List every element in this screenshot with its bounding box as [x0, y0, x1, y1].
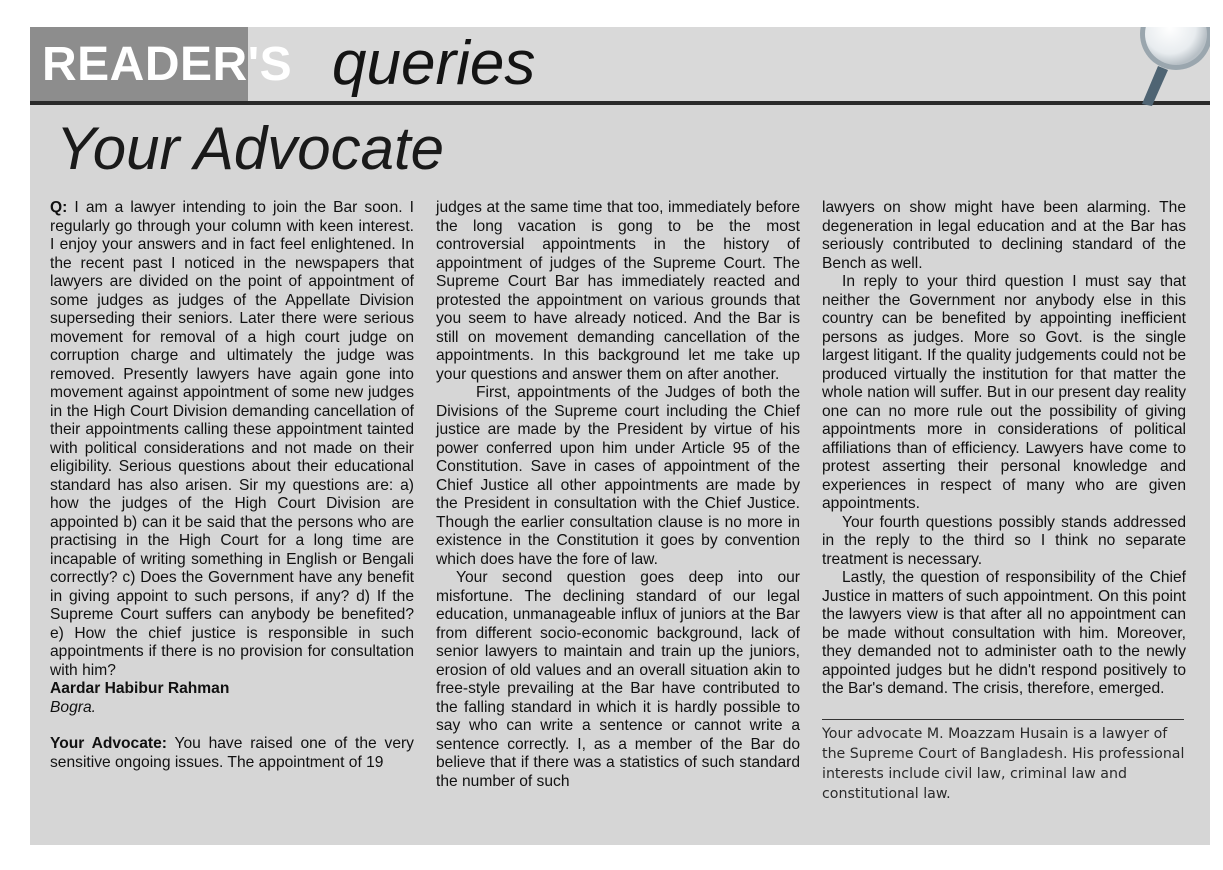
- question-location: Bogra.: [50, 698, 96, 716]
- article-page: [30, 27, 1210, 845]
- question-text: I am a lawyer intending to join the Bar soon. I regularly go through your column with keen interest. I enjoy your answers and in fact feel enlightened. In the recent past I noticed in the newspapers that lawyers are divided on the point of appointment of some judges as judges of the Appellate Division superseding their seniors. Later there were serious movement for removal of a high court judge on corruption charge and ultimately the judge was removed. Presently lawyers have again gone into movement against appointment of some new judges in the High Court Division demanding cancellation of their appointments calling these appointment tainted with political considerations and not made on their eligibility. Serious questions about their educational standard has also arisen. Sir my questions are: a) how the judges of the High Court Division are appointed b) can it be said that the persons who are practising in the High Court for a long time are incapable of writing something in English or Bengali correctly? c) Does the Government have any benefit in giving appoint to such persons, if any? d) If the Supreme Court suffers can anybody be benefited? e) How the chief justice is responsible in such appointments if there is no provision for consultation with him?: [50, 199, 414, 679]
- column-2: [436, 199, 800, 791]
- bio-divider: [822, 719, 1184, 720]
- answer-intro-continued: judges at the same time that too, immediately before the long vacation is gong to be the most controversial appointments in the history of appointment of judges of the Supreme Court. The Supreme Court Bar has immediately reacted and protested the appointment on various grounds that you seem to have already noticed. And the Bar is still on movement demanding cancellation of the appointments. In this background let me take up your questions and answer them on after another.: [436, 199, 800, 383]
- masthead-readers: READER'S: [42, 38, 293, 91]
- answer-third-point: In reply to your third question I must say that neither the Government nor anybody else in this country can be benefited by appointing inefficient persons as judges. More so Govt. is the single largest litigant. If the quality judgements could not be produced virtually the institution for that matter the whole nation will suffer. But in our present day reality one can no more rule out the possibility of giving appointments more in considerations of political affiliations than of efficiency. Lawyers have come to protest asserting their personal knowledge and experiences in respect of many who are given appointments.: [822, 273, 1186, 512]
- answer-second-point: Your second question goes deep into our misfortune. The declining standard of our legal education, unmanageable influx of juniors at the Bar from different socio-economic background, lack of senior lawyers to maintain and train up the juniors, erosion of old values and an overall situation akin to free-style prevailing at the Bar have contributed to the falling standard in which it is hardly possible to say who can write a sentence or cannot write a sentence correctly. I, as a member of the Bar do believe that if there was a statistics of such standard the number of such: [436, 569, 800, 790]
- magnifier-icon: [1128, 27, 1210, 108]
- author-bio: Your advocate M. Moazzam Husain is a lawyer of the Supreme Court of Bangladesh. His professional interests include civil law, criminal law and constitutional law.: [822, 725, 1185, 802]
- answer-fourth-point: Your fourth questions possibly stands addressed in the reply to the third so I think no separate treatment is necessary.: [822, 513, 1186, 568]
- masthead-rule: [30, 101, 1210, 105]
- answer-intro-text: You have raised one of the very sensitive ongoing issues. The appointment of 19: [50, 735, 414, 771]
- masthead-queries: queries: [332, 29, 536, 98]
- question-author: Aardar Habibur Rahman: [50, 680, 230, 697]
- answer-first-point: First, appointments of the Judges of both the Divisions of the Supreme court including the Chief justice are made by the President by virtue of his power conferred upon him under Article 95 of the Constitution. Save in cases of appointment of the Chief Justice all other appointments are made by the President in consultation with the Chief Justice. Though the earlier consultation clause is no more in existence in the Constitution it goes by convention which does have the fore of law.: [436, 384, 800, 568]
- question-label: Q:: [50, 199, 68, 216]
- answer-last-point: Lastly, the question of responsibility of the Chief Justice in matters of such appointment. On this point the lawyers view is that after all no appointment can be made without consultation with him. Moreover, they demanded not to administer oath to the newly appointed judges but he didn't respond positively to the Bar's demand. The crisis, therefore, emerged.: [822, 569, 1186, 697]
- column-1: [50, 199, 414, 772]
- answer-second-continued: lawyers on show might have been alarming. The degeneration in legal education and at the Bar has seriously contributed to declining standard of the Bench as well.: [822, 199, 1186, 272]
- answer-label: Your Advocate:: [50, 735, 167, 752]
- question-paragraph: [50, 199, 414, 680]
- column-3: [822, 199, 1186, 804]
- article-title: Your Advocate: [56, 115, 445, 182]
- answer-intro: [50, 735, 414, 772]
